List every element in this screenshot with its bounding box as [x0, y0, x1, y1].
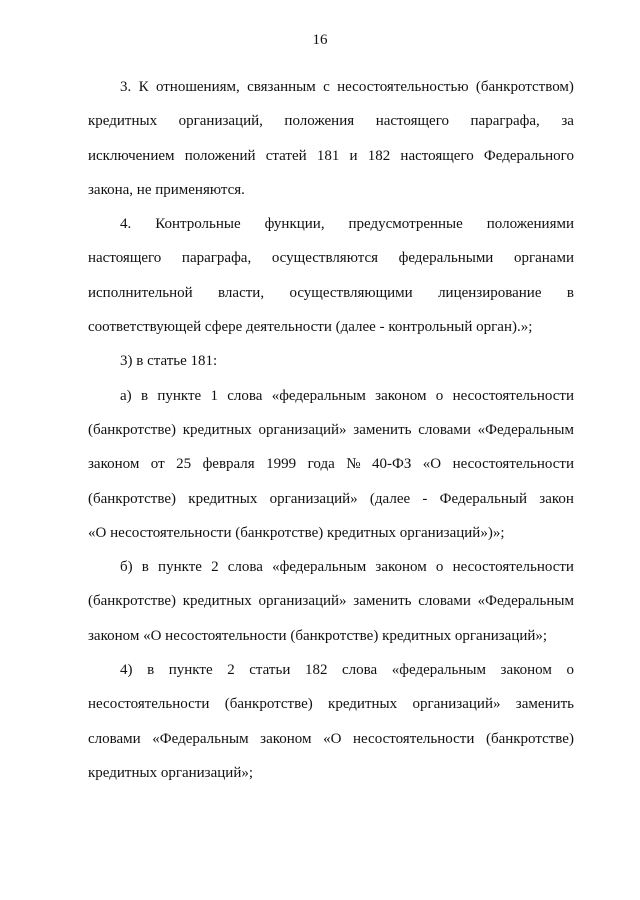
page-number: 16 — [312, 32, 328, 48]
text-line: 3. К отношениям, связанным с несостоятельностью (банкротством) — [120, 79, 574, 95]
text-line: несостоятельности (банкротстве) кредитных организаций» заменить — [88, 696, 574, 713]
text-line: б) в пункте 2 слова «федеральным законом о несостоятельности — [120, 559, 574, 576]
text-line: словами «Федеральным законом «О несостоятельности (банкротстве) — [88, 730, 574, 747]
paragraph-p-b — [88, 550, 574, 653]
text-line: закона, не применяются. — [88, 181, 245, 198]
text-line: соответствующей сфере деятельности (далее - контрольный орган).»; — [88, 319, 533, 336]
text-line: настоящего параграфа, осуществляются федеральными органами — [88, 250, 574, 267]
document-body — [88, 70, 574, 790]
paragraph-p-item4 — [88, 653, 574, 790]
paragraph-p-item3 — [88, 344, 574, 378]
text-line: «О несостоятельности (банкротстве) кредитных организаций»)»; — [88, 524, 505, 541]
text-line: 4. Контрольные функции, предусмотренные положениями — [120, 216, 574, 233]
text-line: законом от 25 февраля 1999 года № 40-ФЗ «О несостоятельности — [88, 456, 574, 473]
text-line: (банкротстве) кредитных организаций» заменить словами «Федеральным — [88, 593, 574, 610]
text-line: 4) в пункте 2 статьи 182 слова «федеральным законом о — [120, 662, 574, 679]
text-line: законом «О несостоятельности (банкротстве) кредитных организаций»; — [88, 627, 548, 644]
text-line: кредитных организаций»; — [88, 764, 254, 781]
text-line: (банкротстве) кредитных организаций» (далее - Федеральный закон — [88, 490, 574, 507]
paragraph-p-a — [88, 379, 574, 550]
text-line: 3) в статье 181: — [120, 353, 218, 370]
paragraph-p3 — [88, 70, 574, 207]
text-line: кредитных организаций, положения настоящего параграфа, за — [88, 113, 574, 130]
text-line: исключением положений статей 181 и 182 настоящего Федерального — [88, 147, 574, 164]
text-line: (банкротстве) кредитных организаций» заменить словами «Федеральным — [88, 421, 574, 438]
paragraph-p4 — [88, 207, 574, 344]
text-line: исполнительной власти, осуществляющими лицензирование в — [88, 284, 574, 301]
text-line: а) в пункте 1 слова «федеральным законом о несостоятельности — [120, 387, 574, 404]
